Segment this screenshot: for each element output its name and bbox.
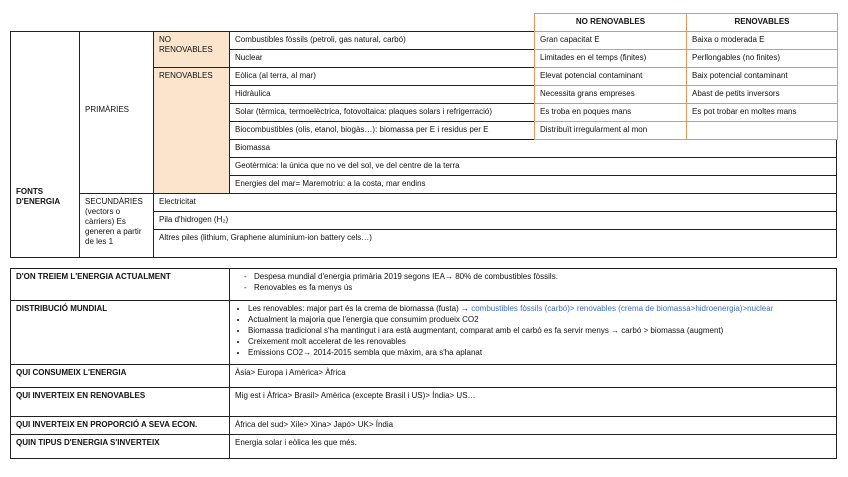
summary-label: QUI INVERTEIX EN RENOVABLES (10, 387, 230, 417)
comparison-cell: Es troba en poques mans (534, 103, 687, 122)
summary-item-highlight: combustibles fòssils (carbó)> renovables (crema de biomassa>hidroenergia)>nuclear (471, 304, 774, 313)
secondary-item: Electricitat (153, 193, 837, 212)
summary-item: • Biomassa tradicional s'ha mantingut i ara està augmentant, comparat amb el carbó es fa servir menys → carbó > biomassa (augment) (248, 326, 831, 336)
source-item: Hidràulica (229, 85, 535, 104)
source-item: Biomassa (229, 139, 837, 158)
source-item: Biocombustibles (olis, etanol, biogàs…): biomassa per E i residus per E (229, 121, 535, 140)
secondary-item: Altres piles (lithium, Graphene aluminium-ion battery cels…) (153, 229, 837, 258)
sources-title: FONTS D'ENERGIA (16, 187, 61, 206)
comparison-header: RENOVABLES (686, 13, 838, 32)
comparison-cell: Necessita grans empreses (534, 85, 687, 104)
source-item: Combustibles fòssils (petroli, gas natural, carbó) (229, 31, 535, 50)
summary-label: QUI INVERTEIX EN PROPORCIÓ A SEVA ECON. (10, 416, 230, 435)
summary-content: Àfrica del sud> Xile> Xina> Japó> UK> Índia (229, 416, 837, 435)
secondary-label: SECUNDÀRIES (vectors o càrriers) Es generen a partir de les 1 (85, 197, 143, 246)
source-item: Energies del mar= Maremotriu: a la costa, mar endins (229, 175, 837, 194)
secondary-item: Pila d'hidrogen (H₂) (153, 211, 837, 230)
summary-item: • Actualment la majoria que l'energia que consumim produeix CO2 (248, 315, 831, 325)
summary-item: • Creixement molt accelerat de les renovables (248, 337, 831, 347)
summary-content: Mig est i Àfrica> Brasil> Amèrica (excepte Brasil i US)> Índia> US… (229, 387, 837, 417)
summary-content (229, 300, 837, 365)
comparison-header: NO RENOVABLES (534, 13, 687, 32)
summary-item: - Despesa mundial d'energia primària 2019 segons IEA→ 80% de combustibles fòssils. (254, 272, 831, 282)
sources-title-cell (10, 31, 80, 258)
non-renewable-label: NO RENOVABLES (159, 35, 213, 54)
source-item: Eòlica (al terra, al mar) (229, 67, 535, 86)
source-item: Nuclear (229, 49, 535, 68)
summary-item: - Renovables es fa menys ús (254, 283, 831, 293)
comparison-cell: Abast de petits inversors (686, 85, 838, 104)
summary-label: QUIN TIPUS D'ENERGIA S'INVERTEIX (10, 434, 230, 459)
comparison-cell: Elevat potencial contaminant (534, 67, 687, 86)
comparison-cell: Es pot trobar en moltes mans (686, 103, 838, 122)
renewable-label: RENOVABLES (159, 71, 213, 80)
summary-label: DISTRIBUCIÓ MUNDIAL (10, 300, 230, 365)
summary-item: • Emissions CO2→ 2014-2015 sembla que màxim, ara s'ha aplanat (248, 348, 831, 358)
summary-label: QUI CONSUMEIX L'ENERGIA (10, 364, 230, 388)
comparison-cell: Limitades en el temps (finites) (534, 49, 687, 68)
comparison-cell: Distribuït irregularment al mon (534, 121, 687, 140)
secondary-cell (79, 193, 154, 258)
source-item: Geotèrmica: la única que no ve del sol, ve del centre de la terra (229, 157, 837, 176)
source-item: Solar (tèrmica, termoelèctrica, fotovoltaica: plaques solars i refrigerració) (229, 103, 535, 122)
non-renewable-category (153, 31, 230, 68)
comparison-cell: Baixa o moderada E (686, 31, 838, 50)
comparison-cell: Baix potencial contaminant (686, 67, 838, 86)
summary-item-text: Les renovables: major part és la crema de biomassa (fusta) → (248, 304, 472, 313)
primary-cell (79, 31, 154, 194)
summary-item (248, 304, 831, 314)
summary-label: D'ON TREIEM L'ENERGIA ACTUALMENT (10, 268, 230, 301)
summary-content: Àsia> Europa i Amèrica> Àfrica (229, 364, 837, 388)
summary-content: Energia solar i eòlica les que més. (229, 434, 837, 459)
comparison-cell (686, 121, 838, 140)
renewable-category (153, 67, 230, 194)
comparison-cell: Gran capacitat E (534, 31, 687, 50)
comparison-cell: Perllongables (no finites) (686, 49, 838, 68)
primary-label: PRIMÀRIES (85, 105, 130, 114)
summary-content (229, 268, 837, 301)
